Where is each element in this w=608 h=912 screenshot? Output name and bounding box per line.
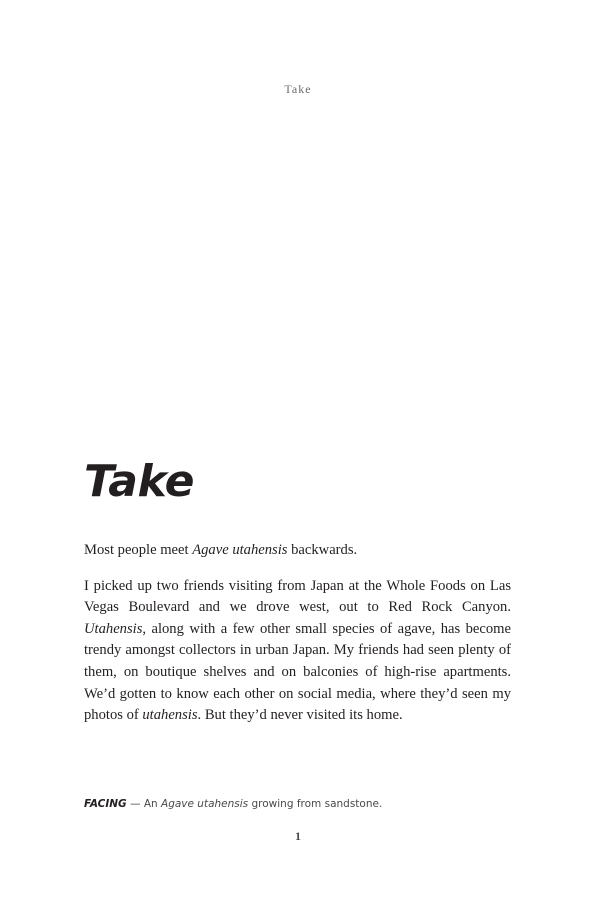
caption-text: growing from sandstone. <box>248 798 383 810</box>
paragraph-1-text-c: backwards. <box>287 542 358 558</box>
paragraph-2 <box>84 576 511 727</box>
caption-species: Agave utahensis <box>161 798 249 810</box>
paragraph-2-species-1: Utahensis <box>84 620 143 637</box>
paragraph-1 <box>84 540 511 562</box>
paragraph-1-text-a: Most people meet <box>84 542 193 558</box>
chapter-title: Take <box>84 456 195 507</box>
paragraph-2-text-e: . But they’d never visited its home. <box>197 707 403 724</box>
body-text <box>84 540 511 741</box>
paragraph-2-species-2: utahensis <box>142 707 198 724</box>
paragraph-2-text-c: , along with a few other small species of agave, has become trendy amongst collectors in urban Japan. My friends had seen plenty of them, on boutique shelves and on balconies of high-rise apartments. We’d gotten to know each other on social media, where they’d seen my photos of <box>84 620 511 724</box>
paragraph-2-text-a: I picked up two friends visiting from Japan at the Whole Foods on Las Vegas Boulevard and we drove west, out to Red Rock Canyon. <box>84 577 511 616</box>
running-head: Take <box>284 82 312 96</box>
caption-label: FACING <box>84 798 127 810</box>
photo-caption <box>84 796 524 812</box>
paragraph-1-species: Agave utahensis <box>192 542 288 558</box>
page-number: 1 <box>295 829 301 843</box>
caption-dash: — An <box>126 798 162 810</box>
